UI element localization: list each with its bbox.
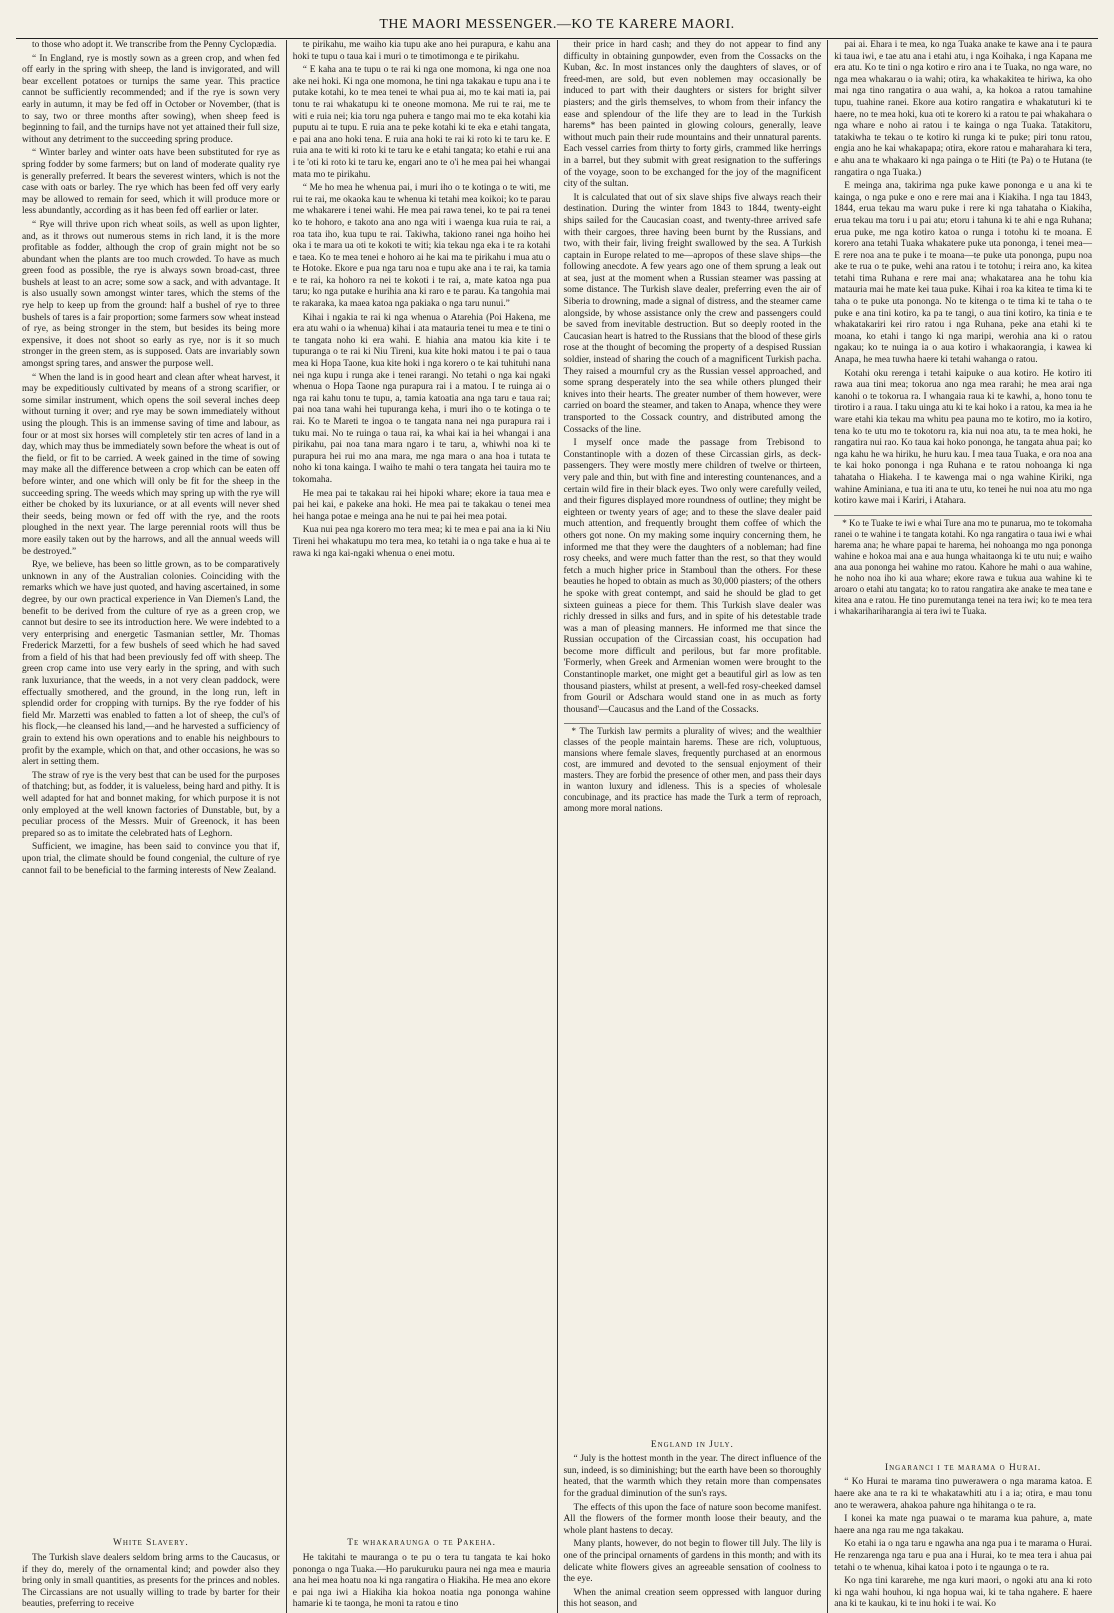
- paragraph: “ E kaha ana te tupu o te rai ki nga one momona, ki nga one noa ake nei hoki. Ki nga one momona, he tini nga takakau e tupu ana i te putake kotahi, ko te mea tenei te whai pua ai, mo te kai mati ia, pai tonu te rai whakatupu ki te oneone momona. Me rui te rai, me te witi e ruia nei; kia toru nga puhera e tango mai mo te eka kotahi kia puputu ai te tupu. E ruia ana te peke kotahi ki te eka e etahi tangata, e pai ana ano hoki tena. E ruia ana hoki te rai ki roto ki te taru ke. E ruia ana te witi ki roto ki te taru ke e etahi tangata; ko etahi e rui ana i te 'oti ki roto ki te taru ke, engari ano te o'i he mea pai hei whangai mata mo te pirikahu.: [292, 65, 551, 180]
- paragraph: “ Winter barley and winter oats have been substituted for rye as spring fodder by some farmers; but on land of moderate quality rye is generally preferred. It bears the severest winters, which is not the case with oats or barley. The rye which has been fed off very early may be allowed to remain for seed, which it will produce more or less abundantly, according as it has been fed off earlier or later.: [22, 148, 280, 217]
- paragraph: pai ai. Ehara i te mea, ko nga Tuaka anake te kawe ana i te paura ki taua iwi, e tae atu ana i etahi atu, i nga Koihaka, i nga Kapana me era atu. Ko te tini o nga kotiro e riro ana i te Tuaka, no nga ware, no nga mea whakarau o ia wahi; otira, ka whakakitea te hiriwa, ka oho mai nga tino rangatira o aua wahi, a, ka hokoa a ratou tamahine tupu, tuahine ranei. Ekore aua kotiro rangatira e whakatuturi ki te haere, no te mea hoki, kua oti te korero ki a ratou te pai whakahara o nga whare e noho ai ratou i te kainga o nga Tuaka. Tatakitoru, tatakiwha te tekau o te kotiro ki runga ki te puke; piri tonu ratou, engia ano he kai whakapapa; otira, ekore ratou e maharahara ki tera, e ahu ana te whakaaro ki nga painga o te Hiti (te Pa) o te Hutana (te rangatira o nga Tuaka.): [834, 40, 1092, 178]
- paragraph: “ July is the hottest month in the year. The direct influence of the sun, indeed, is so diminishing; but the earth have been so thoroughly heated, that the warmth which they retain more than compensates for the gradual diminution of the sun's rays.: [563, 1454, 822, 1500]
- paragraph: Kotahi oku rerenga i tetahi kaipuke o aua kotiro. He kotiro iti rawa aua tini mea; tokorua ano nga mea rarahi; he mea arai nga kanohi o te tokorua ra. I whangaia raua ki te kawhi, a, hono tonu te tirotiro i a raua. I taku uinga atu ki te kai hoko i a ratou, ka mea ia he ware etahi kia tekau ma whitu pea pauna mo te kotiro, mo ia kotiro, tena ko te utu mo te tokotoru ra, kia nui noa atu, ta te mea hoki, he rangatira nui rao. Ko taua kai hoko pononga, he tangata ahua pai; ko nga kahu he wa hiriku, he huru kau. I mea taua Tuaka, e ora noa ana te kai hoko pononga i nga Ruhana e te ratou nohoanga ki nga tahataha o Hiakeha. I te kawenga mai o nga wahine Kiriki, nga wahine Aminiana, e tua iti ana te utu, ko tenei he nui noa atu mo nga kotiro kawe mai i Kariri, i Atahara.: [834, 368, 1092, 507]
- paragraph: Kihai i ngakia te rai ki nga whenua o Atarehia (Poi Hakena, me era atu wahi o ia whenua) kihai i ata matauria tenei tu mea e te tini o te tangata noho ki era wahi. E hiahia ana matou kia kite i te tupuranga o te rai ki Niu Tireni, kua kite hoki matou i te pai o taua mea ki Hopa Taone, kua kite hoki i nga korero o te kai tuhituhi nana nei nga kupu i runga ake i tenei rarangi. No tetahi o nga kai ngaki whenua o Hopa Taone nga purapura rai i a matou. I te ruinga ai o nga rai kahu tonu te tupu, a, tamia katoatia ana nga taru e taua rai; pai noa tana wahi hei tupuranga keha, i muri iho o te kotinga o te rai. Ko te Mareti te ingoa o te tangata nana nei nga purapura rai i tuku mai. No te ruinga o taua rai, ka whai kai ia hei whangai i ana pirikahu, pai noa tana mara ngaro i te taru, a, whiwhi noa ki te purapura hei rui mo ana mara, me nga mara o ana hoa i tutata te noho ki tona kainga. I waiho te mahi o tera tangata hei tauira mo te tokomaha.: [292, 312, 551, 485]
- column-4: [827, 40, 1098, 1613]
- section-heading-white-slavery: White Slavery.: [112, 1538, 189, 1549]
- spacer: [834, 619, 1092, 1457]
- paragraph: Ko etahi ia o nga taru e ngawha ana nga pua i te marama o Hurai. He renzarenga nga taru e pua ana i Hurai, ko te mea tera i ahua pai tetahi o te whenua, kihai katoa i poto i te ngaunga o te ra.: [834, 1539, 1092, 1573]
- paragraph: It is calculated that out of six slave ships five always reach their destination. During the winter from 1843 to 1844, twenty-eight ships sailed for the Caucasian coast, and twenty-three arrived safe with their cargoes, three having been burnt by the Russians, and two, with their fair, living freight swallowed by the sea. A Turkish captain in Europe related to me—apropos of these slave ships—the following anecdote. A few years ago one of them sprung a leak out at sea, just at the moment when a Russian steamer was passing at some distance. The Turkish slave dealer, preferring even the air of Siberia to drowning, made a signal of distress, and the steamer came alongside, by whose assistance only the crew and passengers could be saved from inevitable destruction. But so deeply rooted in the Caucasian heart is hatred to the Russians that the blood of these girls rose at the thought of becoming the property of a despised Russian soldier, instead of sharing the couch of a magnificent Turkish pacha. They raised a mournful cry as the Russian vessel approached, and some sprang desperately into the sea while others plunged their knives into their hearts. The greater number of them however, were carried on board the steamer, and taken to Anapa, whence they were transported to the Cossack country, and distributed among the Cossacks of the line.: [563, 192, 822, 435]
- paragraph: Kua nui pea nga korero mo tera mea; ki te mea e pai ana ia ki Niu Tireni hei whakatupu mo tera mea, ko tetahi ia o nga take e hua ai te rawa ki nga kai-ngaki whenua o enei motu.: [292, 525, 551, 559]
- section-heading-pakeha: Te whakaraunga o te Pakeha.: [347, 1538, 497, 1549]
- paragraph: He mea pai te takakau rai hei hipoki whare; ekore ia taua mea e pai hei kai, e pakeke ana hoki. He mea pai te takakau o tenei mea hei hanga potae e meinga ana he nui te pai hei mea potai.: [292, 488, 551, 522]
- paragraph: “ Rye will thrive upon rich wheat soils, as well as upon lighter, and, as it throws out numerous stems in rich land, it is the more profitable as fodder, although the crop of grain might not be so abundant when the plants are too much crowded. To have as much green food as possible, the rye is always sown broad-cast, three bushels at least to an acre; some sow a sack, and with advantage. It is also usually sown amongst winter tares, which the stems of the rye help to keep up from the ground: half a bushel of rye to three bushels of tares is a fair proportion; some farmers sow wheat instead of rye, as being stronger in the stem, but besides its being more expensive, it does not shoot so early as rye, nor is it so much stronger in the green stem, as is supposed. Oats are invariably sown amongst spring tares, and answer the purpose well.: [22, 219, 280, 370]
- paragraph: I myself once made the passage from Trebisond to Constantinople with a dozen of these Circassian girls, as deck-passengers. They were mostly mere children of twelve or thirteen, very pale and thin, but with fine and interesting countenances, and a certain wild fire in their black eyes. Two only were carefully veiled, and their figures displayed more roundness of outline; they might be eighteen or twenty years of age; and to these the slave dealer paid much attention, and frequently brought them coffee of which the others got none. On my making some inquiry concerning them, he informed me that they were the daughters of a nobleman; had fine rosy cheeks, and were much fatter than the rest, so that they would fetch a much higher price in Stamboul than the others. For these beauties he hoped to obtain as much as 30,000 piasters; of the others he spoke with great contempt, and said he should be glad to get sixteen guineas a piece for them. This Turkish slave dealer was richly dressed in silks and furs, and in spite of his detestable trade was a man of pleasing manners. He informed me that since the Russian occupation of the Circassian coast, his occupation had become more difficult and perilous, but far more profitable. 'Formerly, when Greek and Armenian women were brought to the Constantinople market, one might get a beautiful girl as low as ten thousand piasters, whilst at present, a well-fed rosy-cheeked damsel from Gouril or Adschara would stand one in as much as forty thousand'—Caucasus and the Land of the Cossacks.: [563, 438, 822, 715]
- paragraph: “ Me ho mea he whenua pai, i muri iho o te kotinga o te witi, me rui te rai, me okaoka kau te whenua ki tetahi mea koikoi; ko te parau me whakarere i tenei wahi. He mea pai rawa tenei, ko te pai ra tenei ko te hohoro, e takoto ana ano nga witi i waenga kua ruia te rai, a roa tata iho, kua tupu te rai. Takiwha, takiono ranei nga hoiho hei oka i te mara ua oti te kokoti te witi; kia tekau nga eka i te ra kotahi e taea. Ko te mea tenei e hohoro ai he kai ma te pirikahu i mua atu o te Hotoke. Ekore e pua nga taru noa e tupu ake ana i te rai, ka tamia e te rai, ka hohoro ra nei te kokoti i te rai, a, mate katoa nga pua taru; ko nga putake e hurihia ana ki raro e te parau. Ka tangohia mai te rakaraka, ka maea katoa nga pakiaka o nga taru nunui.”: [292, 183, 551, 310]
- spacer: [293, 562, 551, 1532]
- section-heading-ingaranci: Ingaranci i te marama o Hurai.: [885, 1462, 1042, 1473]
- column-1: [16, 40, 286, 1613]
- paragraph: Sufficient, we imagine, has been said to convince you that if, upon trial, the climate should be found congenial, the culture of rye cannot fail to be beneficial to the farming interests of New Zealand.: [22, 842, 280, 876]
- paragraph: The straw of rye is the very best that can be used for the purposes of thatching; but, as fodder, it is valueless, being hard and pithy. It is well adapted for hat and bonnet making, for which purpose it is not only employed at the well known factories of Dunstable, but, by a peculiar process of the Messrs. Muir of Greenock, it has been prepared so as to imitate the celebrated hats of Leghorn.: [22, 770, 280, 839]
- paragraph: “ When the land is in good heart and clean after wheat harvest, it may be expeditiously cultivated by means of a strong scarifier, or some similar instrument, which opens the soil several inches deep without turning it over; and rye may be sown immediately without using the plough. This is an immense saving of time and labour, as four or at most six horses will completely stir ten acres of land in a day, which may thus be immediately sown before the wheat is out of the field, or fit to be carried. A week gained in the time of sowing may make all the difference between a crop which can be eaten off before winter, and one which will only be fit for the sheep in the succeeding spring. The weeds which may spring up with the rye will either be choked by its luxuriance, or at all events will never shed their seeds, being mown or fed off with the rye, and the roots ploughed in the next year. The large perennial roots will thus be more easily taken out by the harrows, and all the annual weeds will be destroyed.”: [22, 372, 280, 557]
- spacer: [564, 816, 822, 1433]
- paragraph: te pirikahu, me waiho kia tupu ake ano hei purapura, e kahu ana hoki te tupu o taua kai i muri o te timotimonga e te pirikahu.: [292, 40, 551, 62]
- column-2: [286, 40, 557, 1613]
- paragraph: The Turkish slave dealers seldom bring arms to the Caucasus, or if they do, merely of the ornamental kind; and powder also they bring only in small quantities, as presents for the princes and nobles. The Circassians are not usually willing to trade by barter for their beauties, preferring to receive: [22, 1553, 280, 1610]
- paragraph: to those who adopt it. We transcribe from the Penny Cyclopædia.: [32, 40, 277, 50]
- paragraph: He takitahi te mauranga o te pu o tera tu tangata te kai hoko pononga o nga Tuaka.—Ho parukuruku paura nei nga mea e mauria ana hei mea hoatu noa ki nga rangatira o Hiakiha. He mea ano ekore e pai nga iwi a Hiakiha kia hokoa noatia nga pononga wahine hamarie ki te taonga, he moni ta ratou e tino: [292, 1553, 551, 1610]
- paragraph: When the animal creation seem oppressed with languor during this hot season, and: [563, 1587, 822, 1610]
- spacer: [22, 879, 280, 1532]
- paragraph: E meinga ana, takirima nga puke kawe pononga e u ana ki te kainga, o nga puke e ono e rere mai ana i Kiakiha. I nga tau 1843, 1844, erua tekau ma waru puke i rere ki nga tahataha o Kiakiha, erua tekau ma toru i u pai atu; etoru i tahuna ki te ahi e nga Ruhana; erua puke, me nga kotiro katoa o runga i totohu ki te moana. E korero ana tetahi Tuaka whakatere puke uta pononga, i tenei mea—E rere noa ana te puke i te moana—te puke uta pononga, pupu noa ake te rua o te puke, wehi ana ratou i te totohu; i reira ano, ka kitea tetahi tima Ruhana e rere mai ana; whakatarea ana he tohu kia matauria mai he mate kei taua puke. Kihai i roa ka kitea te tima ki te taha o te puke uta pononga. No te kitenga o te tima ki te taha o te puke e ana tini kotiro, ka pa te tangi, o aua tini kotiro, ka tinia e te whakatakariri kei riro ratou i nga Ruhana, peke ana etahi ki te moana, ko etahi i tango ki nga maripi, werohia ana ki o ratou ngakau; ko te nuinga ia o aua kotiro i whakaorangia, i kawea ki Anapa, he mea tuwha haere ki tetahi wahanga o ratou.: [834, 181, 1092, 366]
- footnote: [564, 723, 822, 816]
- paragraph: Ko nga tini kararehe, me nga kuri maori, o ngoki atu ana ki roto ki nga wahi houhou, ki nga hopua wai, ki te taha ngahere. E haere ana ki te kaukau, ki te inu hoki i te wai. Ko: [834, 1576, 1092, 1610]
- paragraph: “ In England, rye is mostly sown as a green crop, and when fed off early in the spring with sheep, the land is invigorated, and will bear excellent potatoes or turnips the same year. This practice cannot be sufficiently recommended; and if the rye is sown very early in autumn, it may be fed off in October or November, (that is to say, two or three months after sowing), when sheep feed is beginning to fail, and the turnips have not yet attained their full size, without any detriment to the succeeding spring produce.: [22, 53, 280, 145]
- paragraph: Many plants, however, do not begin to flower till July. The lily is one of the principal ornaments of gardens in this month; and with its delicate white flowers gives an agreeable sensation of coolness to the eye.: [563, 1539, 822, 1585]
- paragraph: I konei ka mate nga puawai o te marama kua pahure, a, mate haere ana nga rau me nga takakau.: [834, 1514, 1092, 1536]
- footnote-text: * Ko te Tuake te iwi e whai Ture ana mo te punarua, mo te tokomaha ranei o te wahine i te tangata kotahi. Ko nga rangatira o taua iwi e whai harema ana; he whare papai te harema, hei nohoanga mo nga pononga wahine e hokoa mai ana e aua hunga whaitaonga ki te utu nui; e waiho ana aua pononga hei wahine mo ratou. Kahore he mahi o aua wahine, he noho noa iho ki aua whare; ekore rawa e tukua aua wahine ki te aroaro o etahi atu tangata; ko to ratou rangatira ake anake te mea tane e kitea ana e ratou. He tino puremutanga tenei na tera iwi; ko te mea tera i whakarihariharangia ai tera iwi te Tuaka.: [834, 517, 1092, 616]
- paragraph: The effects of this upon the face of nature soon become manifest. All the flowers of the former month loose their beauty, and the whole plant hastens to decay.: [563, 1502, 822, 1536]
- section-heading-england-in-july: England in July.: [650, 1439, 734, 1450]
- column-3: [557, 40, 828, 1613]
- masthead-rule: [16, 38, 1098, 39]
- footnote: [834, 515, 1092, 619]
- paragraph: Rye, we believe, has been so little grown, as to be comparatively unknown in any of the Australian colonies. Coinciding with the remarks which we have just quoted, and having ascertained, in some degree, by our own practical experience in Van Diemen's Land, the benefit to be derived from the culture of rye as a green crop, we cannot but desire to see its introduction here. We were indebted to a very enterprising and energetic Tasmanian settler, Mr. Thomas Frederick Marzetti, for a few bushels of seed which he had saved from a field of his that had been previously fed off with sheep. The green crop came into use very early in the spring, and with such rank luxuriance, that the weeds, in a not very clean paddock, were effectually smothered, and the ground, in the long run, left in splendid order for cropping with turnips. By the rye fodder of his field Mr. Marzetti was enabled to fatten a lot of sheep, the cul's of his flock,—he cleansed his land,—and he harvested a sufficiency of grain to extend his own operations and to enable his neighbours to profit by the example, which on that, and other occasions, he was so alert in setting them.: [22, 560, 280, 768]
- paragraph: their price in hard cash; and they do not appear to find any difficulty in obtaining gunpowder, even from the Cossacks on the Kuban, &c. In most instances only the daughters of slaves, or of freed-men, are sold, but even noblemen may occasionally be induced to part with their daughters or sisters for bright silver piasters; and the girls themselves, to whom from their infancy the ease and splendour of the life they are to lead in the Turkish harems* has been painted in glowing colours, generally, leave without much pain their rude mountains and their unnatural parents. Each vessel carries from thirty to forty girls, crammed like herrings in a barrel, but they submit with great resignation to the sufferings of the voyage, soon to be exchanged for the joy of the magnificent city of the sultan.: [563, 40, 822, 190]
- paragraph: “ Ko Hurai te marama tino puwerawera o nga marama katoa. E haere ake ana te ra ki te whakatawhiti atu i a ia; otira, e mau tonu ano te werawera, ahakoa pahure nga hihitanga o te ra.: [834, 1477, 1092, 1511]
- masthead: THE MAORI MESSENGER.—KO TE KARERE MAORI.: [379, 17, 735, 32]
- footnote-text: * The Turkish law permits a plurality of wives; and the wealthier classes of the people maintain harems. These are rich, voluptuous, mansions where female slaves, frequently purchased at an enormous cost, are immured and devoted to the sensual enjoyment of their masters. They are forbid the presence of other men, and pass their days in wanton luxury and idleness. This is a species of wholesale concubinage, and its practice has made the Turk a term of reproach, among more moral nations.: [563, 726, 822, 814]
- columns: [16, 40, 1098, 1613]
